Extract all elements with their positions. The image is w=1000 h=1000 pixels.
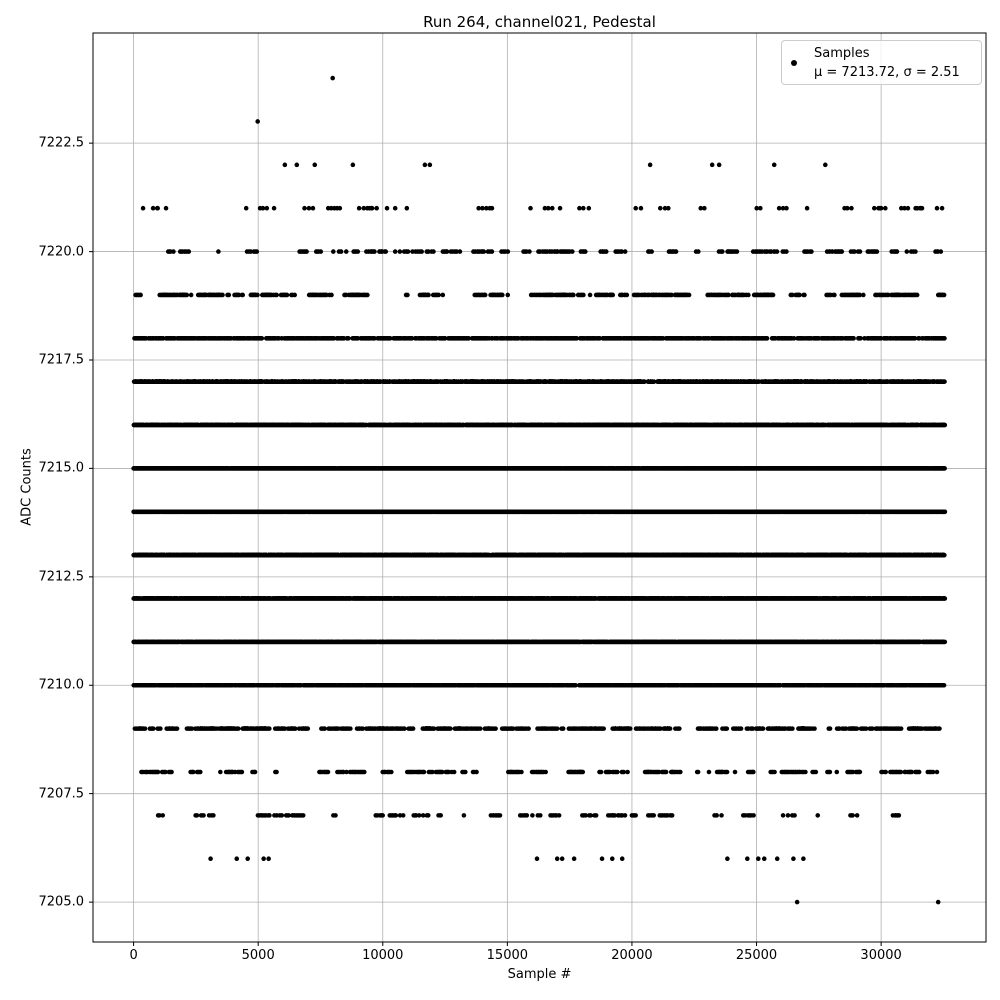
legend-label-samples: Samples — [814, 45, 870, 61]
legend — [781, 40, 982, 85]
y-tick-label: 7220.0 — [38, 244, 84, 260]
y-axis-label: ADC Counts — [19, 448, 35, 526]
y-tick-label: 7205.0 — [38, 894, 84, 910]
x-tick-label: 15000 — [486, 948, 529, 963]
y-tick-label: 7215.0 — [38, 460, 84, 476]
y-tick-label: 7222.5 — [38, 135, 84, 151]
x-tick-label: 30000 — [860, 948, 902, 963]
chart-title: Run 264, channel021, Pedestal — [423, 13, 656, 31]
legend-label-stats: μ = 7213.72, σ = 2.51 — [814, 64, 960, 80]
x-tick-label: 25000 — [735, 948, 778, 963]
x-tick-label: 10000 — [362, 948, 404, 963]
legend-marker-icon — [791, 60, 797, 66]
y-tick-label: 7217.5 — [38, 352, 84, 368]
x-tick-label: 20000 — [611, 948, 653, 963]
x-tick-label: 0 — [129, 948, 138, 963]
x-tick-label: 5000 — [241, 948, 275, 963]
y-tick-label: 7210.0 — [38, 677, 84, 693]
y-tick-label: 7212.5 — [38, 569, 84, 585]
x-axis-label: Sample # — [507, 967, 572, 982]
y-tick-label: 7207.5 — [38, 786, 84, 802]
